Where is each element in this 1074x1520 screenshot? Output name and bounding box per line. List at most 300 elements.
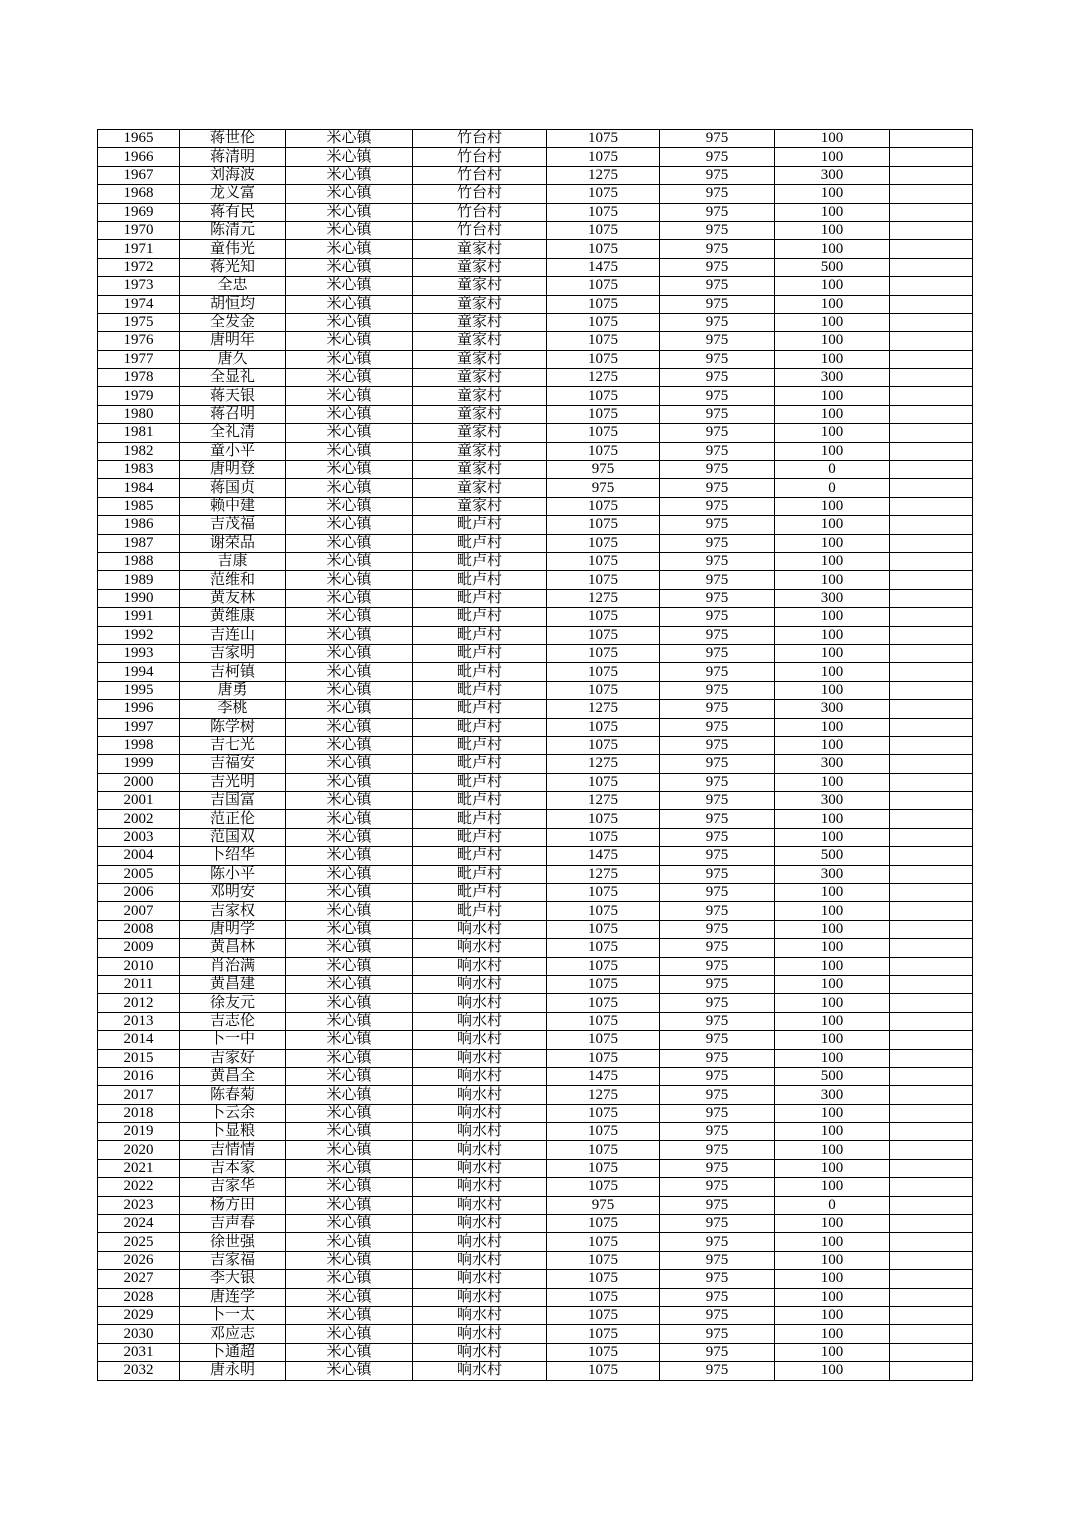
cell-base-amount: 975: [660, 1031, 775, 1049]
cell-difference-amount: 100: [775, 975, 890, 993]
cell-town: 米心镇: [286, 1307, 413, 1325]
cell-difference-amount: 100: [775, 1251, 890, 1269]
cell-difference-amount: 100: [775, 130, 890, 148]
cell-village: 响水村: [413, 1325, 547, 1343]
cell-difference-amount: 100: [775, 884, 890, 902]
cell-total-amount: 1075: [547, 681, 660, 699]
cell-base-amount: 975: [660, 920, 775, 938]
cell-remarks: [890, 810, 973, 828]
cell-remarks: [890, 755, 973, 773]
cell-village: 响水村: [413, 957, 547, 975]
cell-person-name: 范维和: [180, 571, 286, 589]
cell-row-number: 2019: [98, 1123, 180, 1141]
cell-base-amount: 975: [660, 663, 775, 681]
cell-village: 毗卢村: [413, 681, 547, 699]
table-row: [98, 1307, 973, 1325]
table-row: [98, 626, 973, 644]
cell-total-amount: 1075: [547, 185, 660, 203]
cell-person-name: 吉康: [180, 552, 286, 570]
cell-person-name: 吉志伦: [180, 1012, 286, 1030]
cell-difference-amount: 100: [775, 387, 890, 405]
cell-village: 响水村: [413, 939, 547, 957]
cell-remarks: [890, 221, 973, 239]
cell-base-amount: 975: [660, 516, 775, 534]
cell-row-number: 1980: [98, 405, 180, 423]
cell-total-amount: 1075: [547, 663, 660, 681]
cell-person-name: 唐勇: [180, 681, 286, 699]
cell-base-amount: 975: [660, 461, 775, 479]
cell-difference-amount: 100: [775, 1343, 890, 1361]
cell-row-number: 2026: [98, 1251, 180, 1269]
table-row: [98, 461, 973, 479]
cell-person-name: 黄昌全: [180, 1067, 286, 1085]
cell-town: 米心镇: [286, 994, 413, 1012]
cell-village: 响水村: [413, 1362, 547, 1380]
cell-row-number: 2004: [98, 847, 180, 865]
cell-row-number: 1971: [98, 240, 180, 258]
cell-total-amount: 1075: [547, 442, 660, 460]
cell-base-amount: 975: [660, 994, 775, 1012]
table-row: [98, 442, 973, 460]
cell-town: 米心镇: [286, 589, 413, 607]
table-row: [98, 773, 973, 791]
cell-difference-amount: 100: [775, 185, 890, 203]
cell-town: 米心镇: [286, 277, 413, 295]
table-row: [98, 920, 973, 938]
cell-village: 竹台村: [413, 130, 547, 148]
cell-row-number: 1985: [98, 497, 180, 515]
cell-total-amount: 1075: [547, 718, 660, 736]
cell-total-amount: 1075: [547, 552, 660, 570]
cell-row-number: 2022: [98, 1178, 180, 1196]
cell-total-amount: 1075: [547, 534, 660, 552]
cell-row-number: 1974: [98, 295, 180, 313]
cell-row-number: 2000: [98, 773, 180, 791]
cell-town: 米心镇: [286, 663, 413, 681]
cell-remarks: [890, 1049, 973, 1067]
cell-town: 米心镇: [286, 626, 413, 644]
cell-person-name: 陈春菊: [180, 1086, 286, 1104]
cell-remarks: [890, 1123, 973, 1141]
cell-difference-amount: 100: [775, 1159, 890, 1177]
cell-base-amount: 975: [660, 975, 775, 993]
cell-village: 童家村: [413, 240, 547, 258]
cell-total-amount: 1075: [547, 424, 660, 442]
cell-remarks: [890, 1270, 973, 1288]
cell-row-number: 2014: [98, 1031, 180, 1049]
cell-remarks: [890, 1343, 973, 1361]
cell-remarks: [890, 1196, 973, 1214]
cell-remarks: [890, 865, 973, 883]
cell-difference-amount: 100: [775, 1288, 890, 1306]
cell-remarks: [890, 185, 973, 203]
cell-row-number: 1986: [98, 516, 180, 534]
table-row: [98, 350, 973, 368]
cell-person-name: 吉家华: [180, 1178, 286, 1196]
cell-village: 响水村: [413, 1307, 547, 1325]
cell-row-number: 1997: [98, 718, 180, 736]
cell-remarks: [890, 975, 973, 993]
cell-remarks: [890, 1067, 973, 1085]
cell-remarks: [890, 828, 973, 846]
cell-difference-amount: 100: [775, 994, 890, 1012]
cell-remarks: [890, 884, 973, 902]
cell-village: 童家村: [413, 350, 547, 368]
cell-person-name: 全显礼: [180, 369, 286, 387]
cell-town: 米心镇: [286, 865, 413, 883]
cell-person-name: 蒋清明: [180, 148, 286, 166]
cell-difference-amount: 300: [775, 1086, 890, 1104]
cell-row-number: 2017: [98, 1086, 180, 1104]
cell-remarks: [890, 939, 973, 957]
cell-difference-amount: 100: [775, 1104, 890, 1122]
cell-total-amount: 1075: [547, 902, 660, 920]
cell-total-amount: 1075: [547, 405, 660, 423]
cell-village: 响水村: [413, 1123, 547, 1141]
cell-person-name: 黄昌林: [180, 939, 286, 957]
cell-total-amount: 1075: [547, 736, 660, 754]
cell-total-amount: 1075: [547, 1104, 660, 1122]
cell-town: 米心镇: [286, 1086, 413, 1104]
cell-village: 毗卢村: [413, 516, 547, 534]
cell-remarks: [890, 792, 973, 810]
table-row: [98, 994, 973, 1012]
cell-remarks: [890, 277, 973, 295]
table-row: [98, 295, 973, 313]
cell-row-number: 1973: [98, 277, 180, 295]
data-table: [97, 129, 973, 1381]
cell-person-name: 吉茂福: [180, 516, 286, 534]
cell-row-number: 2018: [98, 1104, 180, 1122]
cell-remarks: [890, 313, 973, 331]
cell-remarks: [890, 350, 973, 368]
cell-total-amount: 1075: [547, 644, 660, 662]
cell-total-amount: 1075: [547, 1307, 660, 1325]
cell-town: 米心镇: [286, 240, 413, 258]
cell-row-number: 1994: [98, 663, 180, 681]
cell-town: 米心镇: [286, 461, 413, 479]
cell-town: 米心镇: [286, 166, 413, 184]
cell-total-amount: 1075: [547, 277, 660, 295]
table-row: [98, 166, 973, 184]
cell-row-number: 1999: [98, 755, 180, 773]
cell-town: 米心镇: [286, 975, 413, 993]
cell-base-amount: 975: [660, 1233, 775, 1251]
cell-difference-amount: 100: [775, 1270, 890, 1288]
cell-row-number: 2009: [98, 939, 180, 957]
cell-difference-amount: 300: [775, 792, 890, 810]
cell-town: 米心镇: [286, 1288, 413, 1306]
cell-base-amount: 975: [660, 847, 775, 865]
cell-base-amount: 975: [660, 1362, 775, 1380]
cell-row-number: 2003: [98, 828, 180, 846]
cell-remarks: [890, 902, 973, 920]
cell-person-name: 童伟光: [180, 240, 286, 258]
cell-total-amount: 1075: [547, 1178, 660, 1196]
cell-total-amount: 1075: [547, 295, 660, 313]
cell-difference-amount: 100: [775, 939, 890, 957]
cell-difference-amount: 500: [775, 258, 890, 276]
cell-total-amount: 1275: [547, 589, 660, 607]
cell-difference-amount: 300: [775, 589, 890, 607]
cell-total-amount: 1475: [547, 258, 660, 276]
cell-village: 毗卢村: [413, 608, 547, 626]
cell-village: 竹台村: [413, 221, 547, 239]
cell-difference-amount: 100: [775, 1233, 890, 1251]
cell-base-amount: 975: [660, 332, 775, 350]
cell-base-amount: 975: [660, 1123, 775, 1141]
cell-remarks: [890, 663, 973, 681]
cell-base-amount: 975: [660, 957, 775, 975]
cell-village: 响水村: [413, 1012, 547, 1030]
table-row: [98, 1196, 973, 1214]
cell-remarks: [890, 148, 973, 166]
cell-person-name: 杨方田: [180, 1196, 286, 1214]
cell-row-number: 2010: [98, 957, 180, 975]
cell-total-amount: 1075: [547, 810, 660, 828]
cell-village: 毗卢村: [413, 700, 547, 718]
cell-base-amount: 975: [660, 203, 775, 221]
cell-base-amount: 975: [660, 387, 775, 405]
cell-base-amount: 975: [660, 258, 775, 276]
cell-difference-amount: 100: [775, 240, 890, 258]
cell-total-amount: 1075: [547, 608, 660, 626]
cell-remarks: [890, 1031, 973, 1049]
cell-town: 米心镇: [286, 1067, 413, 1085]
cell-town: 米心镇: [286, 681, 413, 699]
cell-town: 米心镇: [286, 718, 413, 736]
table-row: [98, 828, 973, 846]
cell-person-name: 全礼清: [180, 424, 286, 442]
cell-row-number: 2025: [98, 1233, 180, 1251]
cell-person-name: 唐明学: [180, 920, 286, 938]
cell-person-name: 唐永明: [180, 1362, 286, 1380]
table-row: [98, 884, 973, 902]
cell-row-number: 2007: [98, 902, 180, 920]
cell-row-number: 1972: [98, 258, 180, 276]
cell-person-name: 卜显粮: [180, 1123, 286, 1141]
cell-base-amount: 975: [660, 479, 775, 497]
cell-total-amount: 1075: [547, 221, 660, 239]
cell-person-name: 刘海波: [180, 166, 286, 184]
cell-difference-amount: 0: [775, 1196, 890, 1214]
cell-town: 米心镇: [286, 1141, 413, 1159]
cell-town: 米心镇: [286, 792, 413, 810]
cell-village: 响水村: [413, 975, 547, 993]
table-row: [98, 1104, 973, 1122]
table-row: [98, 203, 973, 221]
cell-person-name: 黄昌建: [180, 975, 286, 993]
cell-base-amount: 975: [660, 626, 775, 644]
cell-difference-amount: 100: [775, 736, 890, 754]
cell-row-number: 1992: [98, 626, 180, 644]
cell-town: 米心镇: [286, 130, 413, 148]
cell-base-amount: 975: [660, 1251, 775, 1269]
cell-remarks: [890, 1251, 973, 1269]
cell-row-number: 2013: [98, 1012, 180, 1030]
cell-difference-amount: 100: [775, 663, 890, 681]
table-row: [98, 1178, 973, 1196]
cell-village: 竹台村: [413, 203, 547, 221]
cell-town: 米心镇: [286, 203, 413, 221]
table-row: [98, 975, 973, 993]
table-row: [98, 1012, 973, 1030]
cell-base-amount: 975: [660, 277, 775, 295]
cell-village: 响水村: [413, 1251, 547, 1269]
cell-person-name: 童小平: [180, 442, 286, 460]
cell-remarks: [890, 1104, 973, 1122]
cell-difference-amount: 100: [775, 534, 890, 552]
cell-remarks: [890, 369, 973, 387]
cell-difference-amount: 100: [775, 148, 890, 166]
table-row: [98, 424, 973, 442]
table-row: [98, 369, 973, 387]
cell-town: 米心镇: [286, 516, 413, 534]
table-row: [98, 313, 973, 331]
cell-person-name: 陈清元: [180, 221, 286, 239]
cell-base-amount: 975: [660, 552, 775, 570]
cell-person-name: 吉家明: [180, 644, 286, 662]
cell-row-number: 1977: [98, 350, 180, 368]
cell-town: 米心镇: [286, 497, 413, 515]
cell-village: 毗卢村: [413, 626, 547, 644]
cell-base-amount: 975: [660, 810, 775, 828]
cell-person-name: 黄友林: [180, 589, 286, 607]
cell-person-name: 唐明年: [180, 332, 286, 350]
cell-person-name: 卜绍华: [180, 847, 286, 865]
cell-base-amount: 975: [660, 1178, 775, 1196]
cell-base-amount: 975: [660, 792, 775, 810]
cell-difference-amount: 300: [775, 755, 890, 773]
cell-remarks: [890, 571, 973, 589]
cell-town: 米心镇: [286, 1215, 413, 1233]
cell-person-name: 全忠: [180, 277, 286, 295]
cell-person-name: 徐世强: [180, 1233, 286, 1251]
table-row: [98, 755, 973, 773]
cell-village: 童家村: [413, 405, 547, 423]
cell-village: 童家村: [413, 313, 547, 331]
cell-total-amount: 975: [547, 1196, 660, 1214]
cell-base-amount: 975: [660, 442, 775, 460]
cell-village: 毗卢村: [413, 810, 547, 828]
cell-total-amount: 1075: [547, 1233, 660, 1251]
cell-village: 童家村: [413, 387, 547, 405]
cell-village: 响水村: [413, 1196, 547, 1214]
cell-total-amount: 1075: [547, 313, 660, 331]
cell-total-amount: 1075: [547, 994, 660, 1012]
cell-town: 米心镇: [286, 1031, 413, 1049]
cell-base-amount: 975: [660, 1141, 775, 1159]
cell-total-amount: 1075: [547, 1141, 660, 1159]
cell-remarks: [890, 258, 973, 276]
table-row: [98, 902, 973, 920]
cell-row-number: 2020: [98, 1141, 180, 1159]
table-row: [98, 1031, 973, 1049]
cell-total-amount: 1075: [547, 957, 660, 975]
cell-row-number: 2030: [98, 1325, 180, 1343]
table-row: [98, 736, 973, 754]
cell-town: 米心镇: [286, 1123, 413, 1141]
cell-base-amount: 975: [660, 1067, 775, 1085]
cell-row-number: 2027: [98, 1270, 180, 1288]
cell-row-number: 1978: [98, 369, 180, 387]
cell-row-number: 2021: [98, 1159, 180, 1177]
cell-person-name: 李大银: [180, 1270, 286, 1288]
cell-remarks: [890, 479, 973, 497]
cell-base-amount: 975: [660, 755, 775, 773]
cell-total-amount: 1075: [547, 1049, 660, 1067]
cell-village: 毗卢村: [413, 736, 547, 754]
cell-total-amount: 1075: [547, 1270, 660, 1288]
cell-remarks: [890, 203, 973, 221]
cell-base-amount: 975: [660, 130, 775, 148]
cell-village: 竹台村: [413, 166, 547, 184]
cell-remarks: [890, 1233, 973, 1251]
cell-remarks: [890, 497, 973, 515]
cell-difference-amount: 100: [775, 516, 890, 534]
cell-total-amount: 1075: [547, 387, 660, 405]
cell-village: 竹台村: [413, 185, 547, 203]
cell-base-amount: 975: [660, 497, 775, 515]
cell-village: 童家村: [413, 369, 547, 387]
cell-difference-amount: 100: [775, 295, 890, 313]
cell-town: 米心镇: [286, 1196, 413, 1214]
table-row: [98, 644, 973, 662]
cell-base-amount: 975: [660, 350, 775, 368]
cell-row-number: 2005: [98, 865, 180, 883]
cell-base-amount: 975: [660, 1270, 775, 1288]
cell-village: 响水村: [413, 1270, 547, 1288]
cell-row-number: 1993: [98, 644, 180, 662]
cell-village: 响水村: [413, 1343, 547, 1361]
table-row: [98, 939, 973, 957]
cell-village: 响水村: [413, 1049, 547, 1067]
cell-row-number: 1979: [98, 387, 180, 405]
cell-row-number: 1976: [98, 332, 180, 350]
cell-town: 米心镇: [286, 1325, 413, 1343]
cell-difference-amount: 100: [775, 350, 890, 368]
cell-row-number: 2015: [98, 1049, 180, 1067]
cell-town: 米心镇: [286, 1178, 413, 1196]
cell-row-number: 1968: [98, 185, 180, 203]
cell-person-name: 陈学树: [180, 718, 286, 736]
cell-base-amount: 975: [660, 571, 775, 589]
cell-town: 米心镇: [286, 424, 413, 442]
cell-town: 米心镇: [286, 644, 413, 662]
cell-remarks: [890, 1012, 973, 1030]
cell-total-amount: 1075: [547, 497, 660, 515]
cell-town: 米心镇: [286, 369, 413, 387]
cell-row-number: 1975: [98, 313, 180, 331]
cell-village: 响水村: [413, 1141, 547, 1159]
cell-row-number: 2001: [98, 792, 180, 810]
cell-row-number: 2032: [98, 1362, 180, 1380]
cell-total-amount: 1475: [547, 1067, 660, 1085]
cell-total-amount: 1075: [547, 828, 660, 846]
cell-difference-amount: 100: [775, 405, 890, 423]
cell-difference-amount: 0: [775, 479, 890, 497]
cell-base-amount: 975: [660, 405, 775, 423]
cell-total-amount: 1075: [547, 773, 660, 791]
cell-total-amount: 1075: [547, 626, 660, 644]
cell-remarks: [890, 847, 973, 865]
cell-base-amount: 975: [660, 148, 775, 166]
cell-base-amount: 975: [660, 902, 775, 920]
cell-difference-amount: 100: [775, 1307, 890, 1325]
table-row: [98, 1288, 973, 1306]
cell-difference-amount: 100: [775, 681, 890, 699]
cell-village: 毗卢村: [413, 552, 547, 570]
